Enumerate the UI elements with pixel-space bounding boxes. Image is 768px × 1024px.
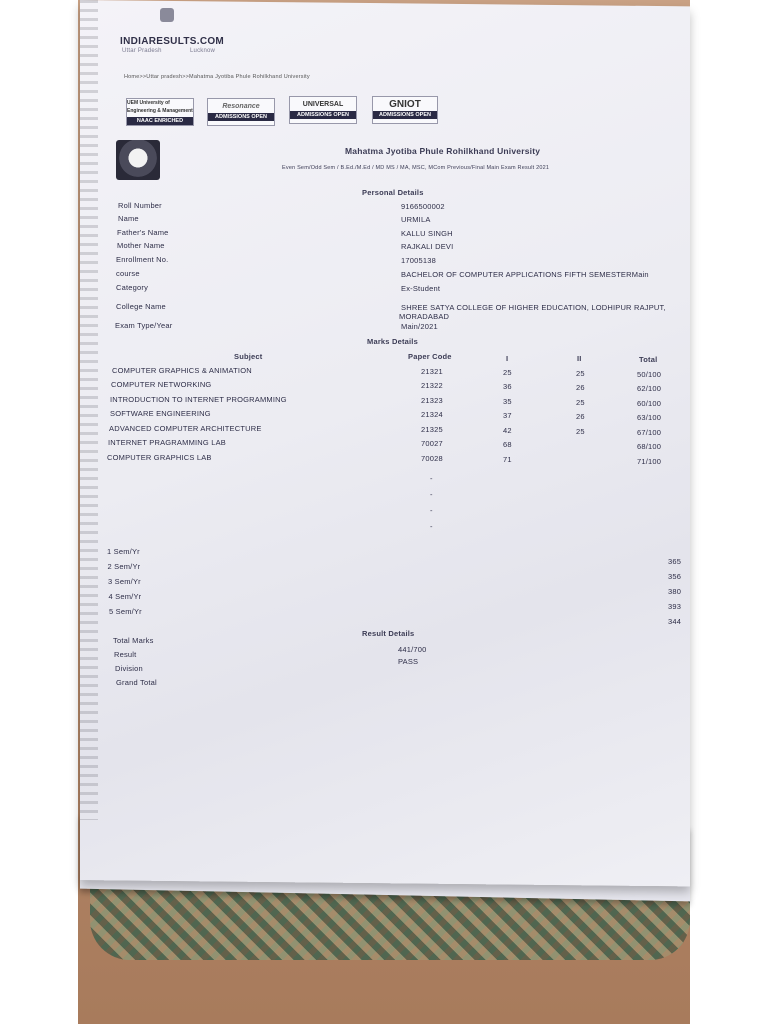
marks-total: 71/100 <box>637 457 662 466</box>
col-subject: Subject <box>234 352 263 361</box>
result-details-heading: Result Details <box>362 629 415 638</box>
personal-label: Name <box>118 214 139 223</box>
university-emblem-icon <box>116 140 160 180</box>
personal-value: Main/2021 <box>401 322 438 331</box>
marks-paper-code: 21324 <box>421 410 443 419</box>
marks-subject: INTERNET PRAGRAMMING LAB <box>108 438 227 447</box>
marks-total: 67/100 <box>637 428 662 437</box>
marks-subject: SOFTWARE ENGINEERING <box>110 409 211 418</box>
semester-total: 365 <box>668 557 682 566</box>
banner-gniot[interactable] <box>372 96 438 124</box>
marks-i: 71 <box>503 455 512 464</box>
marks-paper-code: 21325 <box>421 425 443 434</box>
personal-details-heading: Personal Details <box>362 188 424 197</box>
personal-label: Exam Type/Year <box>115 321 173 330</box>
col-paper-code: Paper Code <box>408 352 452 361</box>
marks-paper-code: 21321 <box>421 367 443 376</box>
banner-tag: ADMISSIONS OPEN <box>208 113 274 121</box>
marks-paper-code: 70028 <box>421 454 443 463</box>
marks-subject: INTRODUCTION TO INTERNET PROGRAMMING <box>110 395 287 404</box>
result-label: Division <box>115 664 143 673</box>
banner-tag: NAAC ENRICHED <box>127 117 193 125</box>
semester-total: 380 <box>668 587 682 596</box>
banner-universal[interactable] <box>289 96 357 124</box>
personal-value: SHREE SATYA COLLEGE OF HIGHER EDUCATION, LODHIPUR RAJPUT, <box>401 303 666 312</box>
semester-total: 393 <box>668 602 682 611</box>
marks-i: 42 <box>503 426 512 435</box>
personal-label: course <box>116 269 140 278</box>
marks-subject: COMPUTER GRAPHICS LAB <box>107 453 212 462</box>
region-link[interactable]: Uttar Pradesh <box>122 48 162 54</box>
university-name: Mahatma Jyotiba Phule Rohilkhand University <box>345 146 541 156</box>
result-label: Total Marks <box>113 636 154 645</box>
personal-label: Mother Name <box>117 241 165 250</box>
blank-row-dash: - <box>430 474 433 483</box>
col-i: I <box>506 354 509 363</box>
col-total: Total <box>639 355 658 364</box>
result-label: Result <box>114 650 137 659</box>
marks-ii: 26 <box>576 412 585 421</box>
personal-label: Enrollment No. <box>116 255 169 264</box>
personal-value: MORADABAD <box>399 312 450 321</box>
marks-subject: ADVANCED COMPUTER ARCHITECTURE <box>109 424 262 433</box>
banner-title: UNIVERSAL <box>302 101 344 108</box>
marks-i: 35 <box>503 397 512 406</box>
marks-ii: 26 <box>576 383 585 392</box>
marks-total: 62/100 <box>637 384 662 393</box>
site-logo-icon <box>160 8 174 22</box>
semester-total: 356 <box>668 572 682 581</box>
banner-resonance[interactable] <box>207 98 275 126</box>
marks-subject: COMPUTER GRAPHICS & ANIMATION <box>112 366 252 375</box>
result-value: PASS <box>398 657 419 666</box>
personal-value: KALLU SINGH <box>401 229 453 238</box>
banner-title: Resonance <box>222 103 260 110</box>
result-value: 441/700 <box>398 645 427 654</box>
personal-value: BACHELOR OF COMPUTER APPLICATIONS FIFTH SEMESTERMain <box>401 270 649 279</box>
semester-label: 4 Sem/Yr <box>108 592 142 601</box>
marks-paper-code: 21322 <box>421 381 443 390</box>
marks-total: 63/100 <box>637 413 662 422</box>
semester-label: 3 Sem/Yr <box>108 577 141 586</box>
marks-ii: 25 <box>576 369 585 378</box>
banner-tag: ADMISSIONS OPEN <box>290 111 356 119</box>
marks-i: 37 <box>503 411 512 420</box>
banner-tag: ADMISSIONS OPEN <box>373 111 437 119</box>
personal-label: College Name <box>116 302 166 311</box>
breadcrumb[interactable]: Home>>Uttar pradesh>>Mahatma Jyotiba Phule Rohilkhand University <box>124 74 310 80</box>
marks-ii: 25 <box>576 427 585 436</box>
personal-label: Roll Number <box>118 201 162 210</box>
personal-label: Category <box>116 283 149 292</box>
marks-i: 68 <box>503 440 512 449</box>
marks-total: 60/100 <box>637 399 662 408</box>
semester-total: 344 <box>668 617 682 626</box>
marks-subject: COMPUTER NETWORKING <box>111 380 212 389</box>
marks-i: 36 <box>503 382 512 391</box>
city-dropdown[interactable]: Lucknow <box>190 48 216 54</box>
marks-total: 68/100 <box>637 442 662 451</box>
blank-row-dash: - <box>430 506 433 515</box>
marks-paper-code: 21323 <box>421 396 443 405</box>
marks-ii: 25 <box>576 398 585 407</box>
personal-value: 17005138 <box>401 256 436 265</box>
personal-label: Father's Name <box>117 228 169 237</box>
scanner-edge-marks <box>80 0 98 820</box>
semester-label: 2 Sem/Yr <box>107 562 141 571</box>
blank-row-dash: - <box>430 522 433 531</box>
result-label: Grand Total <box>116 678 157 687</box>
site-logo[interactable]: INDIARESULTS.COM <box>120 36 225 47</box>
exam-title: Even Sem/Odd Sem / B.Ed./M.Ed / MD MS / MA, MSC, MCom Previous/Final Main Exam Result 2021 <box>282 165 550 171</box>
personal-value: URMILA <box>401 215 431 224</box>
banner-title: UEM University of Engineering & Management <box>127 100 193 114</box>
personal-value: Ex-Student <box>401 284 441 293</box>
banner-title: GNIOT <box>389 99 421 110</box>
marks-total: 50/100 <box>637 370 662 379</box>
semester-label: 1 Sem/Yr <box>107 547 140 556</box>
personal-value: 9166500002 <box>401 202 445 211</box>
banner-uem[interactable] <box>126 98 194 126</box>
personal-value: RAJKALI DEVI <box>401 242 454 251</box>
blank-row-dash: - <box>430 490 433 499</box>
marks-paper-code: 70027 <box>421 439 443 448</box>
marks-details-heading: Marks Details <box>367 337 418 346</box>
semester-label: 5 Sem/Yr <box>109 607 142 616</box>
marks-i: 25 <box>503 368 512 377</box>
col-ii: II <box>577 354 582 363</box>
